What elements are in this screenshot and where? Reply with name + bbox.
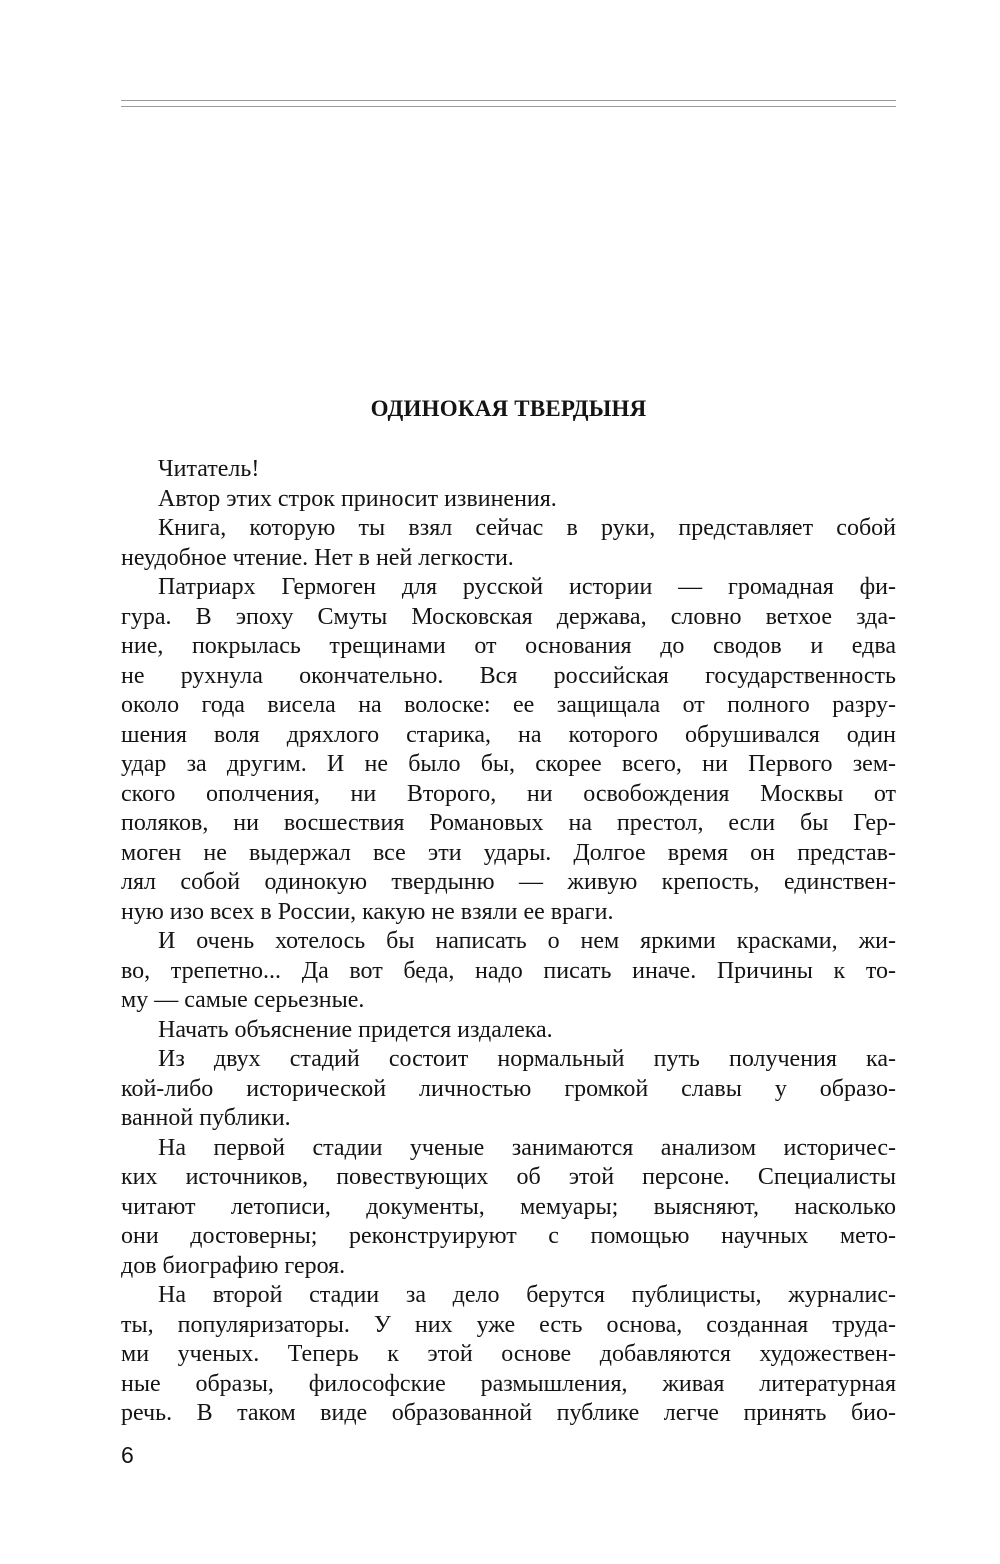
text-line: На первой стадии ученые занимаются анализом историчес-: [158, 1134, 896, 1161]
text-line: около года висела на волоске: ее защищала от полного разру-: [121, 692, 896, 718]
text-line: Автор этих строк приносит извинения.: [158, 485, 557, 512]
paragraph: [121, 1016, 896, 1046]
text-line: И очень хотелось бы написать о нем яркими красками, жи-: [158, 928, 896, 954]
chapter-title: ОДИНОКАЯ ТВЕРДЫНЯ: [370, 396, 647, 421]
text-line: ми ученых. Теперь к этой основе добавляются художествен-: [121, 1341, 896, 1367]
text-line: не рухнула окончательно. Вся российская государственность: [121, 662, 896, 689]
text-line: ского ополчения, ни Второго, ни освобождения Москвы от: [121, 780, 896, 807]
text-line: ную изо всех в России, какую не взяли ее враги.: [121, 898, 614, 925]
text-line: лял собой одинокую твердыню — живую крепость, единствен-: [121, 869, 896, 895]
text-line: му — самые серьезные.: [121, 987, 365, 1013]
text-line: неудобное чтение. Нет в ней легкости.: [121, 544, 514, 571]
page-number: 6: [121, 1442, 134, 1468]
body-text: [121, 455, 896, 1429]
text-line: ные образы, философские размышления, живая литературная: [121, 1370, 896, 1397]
text-line: Читатель!: [158, 456, 260, 482]
text-line: ние, покрылась трещинами от основания до сводов и едва: [121, 633, 896, 659]
paragraph: [121, 927, 896, 1016]
text-line: удар за другим. И не было бы, скорее всего, ни Первого зем-: [121, 751, 896, 777]
header-rule-top: [121, 100, 896, 101]
text-line: поляков, ни восшествия Романовых на престол, если бы Гер-: [121, 810, 896, 836]
text-line: Из двух стадий состоит нормальный путь получения ка-: [158, 1046, 896, 1072]
paragraph: [121, 1281, 896, 1429]
text-line: они достоверны; реконструируют с помощью научных мето-: [121, 1223, 896, 1249]
text-line: ты, популяризаторы. У них уже есть основа, созданная труда-: [121, 1311, 896, 1338]
text-line: шения воля дряхлого старика, на которого обрушивался один: [121, 721, 896, 748]
text-line: На второй стадии за дело берутся публицисты, журналис-: [158, 1282, 896, 1308]
paragraph: [121, 1134, 896, 1282]
text-line: читают летописи, документы, мемуары; выясняют, насколько: [121, 1193, 896, 1220]
text-line: во, трепетно... Да вот беда, надо писать иначе. Причины к то-: [121, 957, 896, 984]
paragraph: [121, 455, 896, 485]
paragraph: [121, 485, 896, 515]
paragraph: [121, 573, 896, 927]
text-line: гура. В эпоху Смуты Московская держава, словно ветхое зда-: [121, 603, 896, 630]
text-line: Начать объяснение придется издалека.: [158, 1016, 553, 1043]
paragraph: [121, 514, 896, 573]
text-line: ких источников, повествующих об этой персоне. Специалисты: [121, 1164, 896, 1190]
text-line: Книга, которую ты взял сейчас в руки, представляет собой: [158, 515, 896, 541]
text-line: Патриарх Гермоген для русской истории — громадная фи-: [158, 574, 896, 600]
paragraph: [121, 1045, 896, 1134]
text-line: кой-либо исторической личностью громкой славы у образо-: [121, 1075, 896, 1102]
text-line: дов биографию героя.: [121, 1252, 346, 1279]
text-line: моген не выдержал все эти удары. Долгое время он представ-: [121, 839, 896, 866]
text-line: ванной публики.: [121, 1105, 291, 1131]
header-rule-bottom: [121, 106, 896, 107]
text-line: речь. В таком виде образованной публике легче принять био-: [121, 1400, 896, 1426]
